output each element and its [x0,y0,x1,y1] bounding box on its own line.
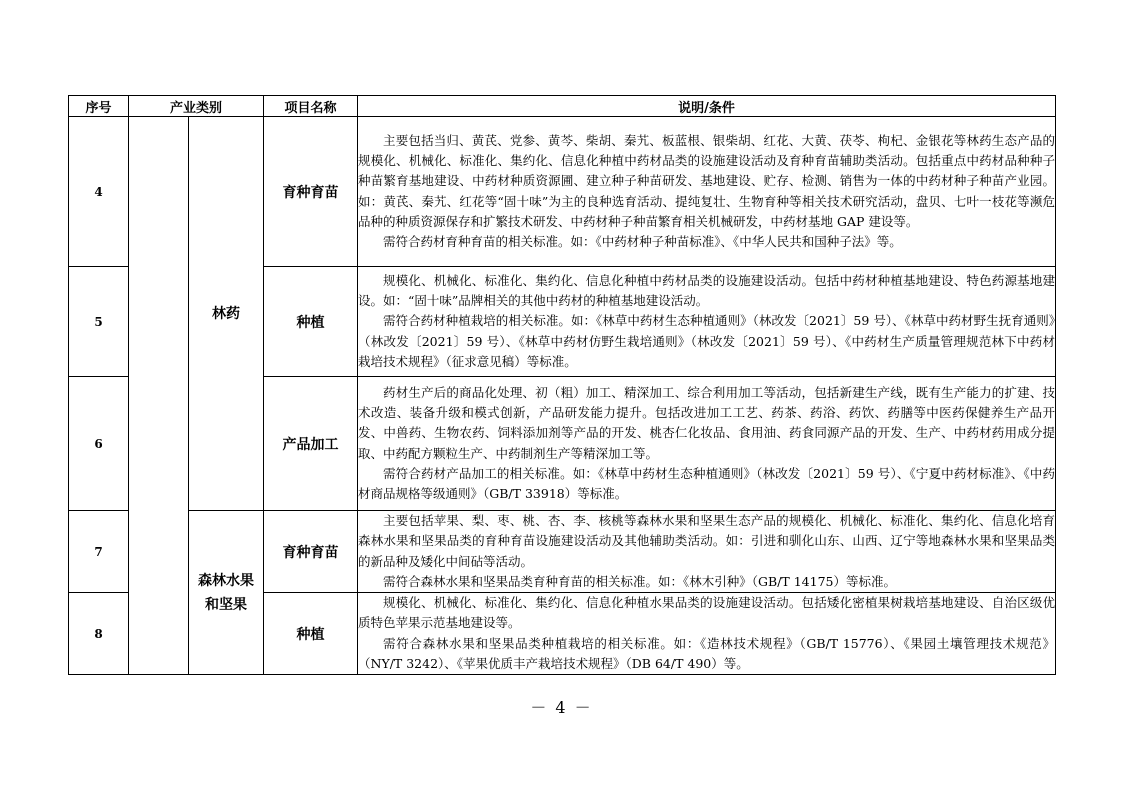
category-blank-cell [129,117,189,675]
description-paragraph: 规模化、机械化、标准化、集约化、信息化种植水果品类的设施建设活动。包括矮化密植果树栽培基地建设、自治区级优质特色苹果示范基地建设等。 [358,595,1056,631]
category-fruit-line2: 和坚果 [205,596,247,613]
requirement-paragraph: 需符合药材种植栽培的相关标准。如：《林草中药材生态种植通则》（林改发〔2021〕59 号）、《林草中药材野生抚育通则》（林改发〔2021〕59 号）、《林草中药材仿野生栽培通则》（林改发〔2021〕59 号）、《中药材生产质量管理规范林下中药材栽培技术规程》（征求意见稿）等标准。 [358,313,1056,369]
requirement-paragraph: 需符合药材产品加工的相关标准。如：《林草中药材生态种植通则》（林改发〔2021〕59 号）、《宁夏中药材标准》、《中药材商品规格等级通则》（GB/T 33918）等标准。 [358,465,1056,502]
description-cell [358,593,1056,675]
category-fruit-line1: 森林水果 [198,572,254,589]
row-num: 7 [69,511,129,593]
project-name: 育种育苗 [264,511,358,593]
project-name: 种植 [264,593,358,675]
table-header-row [69,96,1056,117]
description-paragraph: 药材生产后的商品化处理、初（粗）加工、精深加工、综合利用加工等活动，包括新建生产线，既有生产能力的扩建、技术改造、装备升级和模式创新，产品研发能力提升。包括改进加工工艺、药茶、药浴、药饮、药膳等中医药保健养生产品开发、中兽药、生物农药、饲料添加剂等产品的开发、桃杏仁化妆品、食用油、药食同源产品的开发、生产、中药材药用成分提取、中药配方颗粒生产、中药制剂生产等精深加工等。 [358,384,1056,461]
description-cell [358,117,1056,267]
header-desc: 说明/条件 [358,96,1056,117]
header-category: 产业类别 [129,96,264,117]
header-num: 序号 [69,96,129,117]
row-num: 5 [69,267,129,377]
project-name: 育种育苗 [264,117,358,267]
description-paragraph: 规模化、机械化、标准化、集约化、信息化种植中药材品类的设施建设活动。包括中药材种植基地建设、特色药源基地建设。如：“固十味”品牌相关的其他中药材的种植基地建设活动。 [358,272,1056,309]
project-name: 产品加工 [264,377,358,511]
requirement-paragraph: 需符合药材育种育苗的相关标准。如：《中药材种子种苗标准》、《中华人民共和国种子法》等。 [383,234,902,250]
description-cell [358,511,1056,593]
row-num: 8 [69,593,129,675]
table-row [69,117,1056,267]
description-cell [358,377,1056,511]
header-name: 项目名称 [264,96,358,117]
description-cell [358,267,1056,377]
category-linyao [189,117,264,511]
description-paragraph: 主要包括当归、黄芪、党参、黄芩、柴胡、秦艽、板蓝根、银柴胡、红花、大黄、茯苓、枸杞、金银花等林药生态产品的规模化、机械化、标准化、集约化、信息化种植中药材品类的设施建设活动及育种育苗辅助类活动。包括重点中药材品种种子种苗繁育基地建设、中药材种质资源圃、建立种子种苗研发、基地建设、贮存、检测、销售为一体的中药材种子种苗产业园。如：黄芪、秦艽、红花等“固十味”为主的良种选育活动、提纯复壮、生物育种等相关技术研究活动，盘贝、七叶一枝花等濒危品种的种质资源保存和扩繁技术研发、中药材种子种苗繁育相关机械研发，中药材基地 GAP 建设等。 [358,132,1056,229]
requirement-paragraph: 需符合森林水果和坚果品类育种育苗的相关标准。如：《林木引种》（GB/T 14175）等标准。 [383,573,896,589]
row-num: 6 [69,377,129,511]
page-number: － 4 － [530,698,593,717]
requirement-paragraph: 需符合森林水果和坚果品类种植栽培的相关标准。如：《造林技术规程》（GB/T 15776）、《果园土壤管理技术规范》（NY/T 3242）、《苹果优质丰产栽培技术规程》（DB 64/T 490）等。 [358,635,1056,672]
table-row [69,511,1056,593]
project-name: 种植 [264,267,358,377]
category-fruit-nut [189,511,264,675]
category-linyao-label: 林药 [212,305,240,322]
row-num: 4 [69,117,129,267]
description-paragraph: 主要包括苹果、梨、枣、桃、杏、李、核桃等森林水果和坚果生态产品的规模化、机械化、标准化、集约化、信息化培育森林水果和坚果品类的育种育苗设施建设活动及其他辅助类活动。如：引进和驯化山东、山西、辽宁等地森林水果和坚果品类的新品种及矮化中间砧等活动。 [358,513,1056,569]
standards-table [68,95,1056,675]
